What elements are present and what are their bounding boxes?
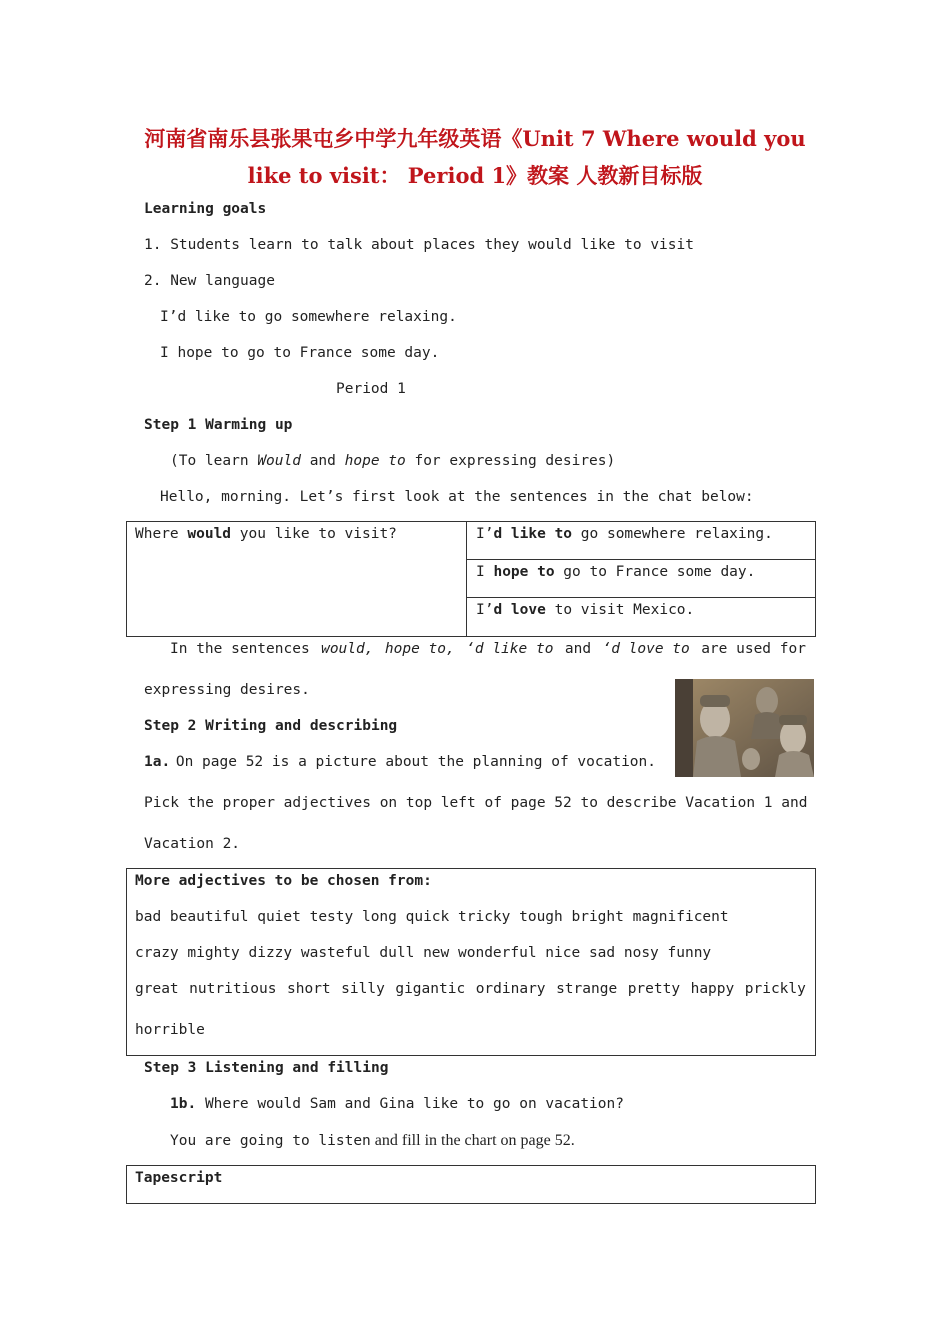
document-title-line1: 河南省南乐县张果屯乡中学九年级英语《Unit 7 Where would you bbox=[144, 126, 806, 151]
adjectives-row-3 bbox=[135, 981, 806, 997]
step3-question: 1b. Where would Sam and Gina like to go on vacation? bbox=[170, 1096, 624, 1112]
adjectives-row-2: crazy mighty dizzy wasteful dull new wonderful nice sad nosy funny bbox=[135, 945, 712, 961]
terracotta-warriors-image bbox=[675, 679, 814, 777]
adjective-word: gigantic bbox=[395, 981, 466, 997]
chat-row-divider-1 bbox=[466, 559, 816, 560]
adjective-word: great bbox=[135, 981, 179, 997]
adjective-word: strange bbox=[556, 981, 618, 997]
document-title-line2: like to visit： Period 1》教案 人教新目标版 bbox=[247, 163, 703, 188]
step1-intro: Hello, morning. Let’s first look at the sentences in the chat below: bbox=[160, 489, 754, 505]
adjective-word: nutritious bbox=[189, 981, 277, 997]
goal-item-1: 1. Students learn to talk about places they would like to visit bbox=[144, 237, 694, 253]
tapescript-label: Tapescript bbox=[135, 1170, 223, 1186]
adjective-word: pretty bbox=[627, 981, 681, 997]
adjectives-box bbox=[126, 868, 816, 1056]
step2-line-1: 1a. On page 52 is a picture about the planning of vocation. bbox=[144, 754, 656, 770]
tapescript-box bbox=[126, 1165, 816, 1204]
chat-row-divider-2 bbox=[466, 597, 816, 598]
adjective-word: ordinary bbox=[475, 981, 546, 997]
goal-item-2: 2. New language bbox=[144, 273, 275, 289]
language-example-1: I’d like to go somewhere relaxing. bbox=[160, 309, 457, 325]
step3-label: 1b. bbox=[170, 1096, 197, 1112]
adjectives-heading: More adjectives to be chosen from: bbox=[135, 873, 432, 889]
step2-line-2: Pick the proper adjectives on top left of page 52 to describe Vacation 1 and bbox=[144, 795, 808, 811]
adjectives-row-4: horrible bbox=[135, 1022, 205, 1038]
step2-heading: Step 2 Writing and describing bbox=[144, 718, 398, 734]
step2-line-3: Vacation 2. bbox=[144, 836, 241, 852]
chat-answer-2: I hope to go to France some day. bbox=[476, 564, 756, 580]
step1-heading: Step 1 Warming up bbox=[144, 417, 293, 433]
adjective-word: happy bbox=[690, 981, 735, 997]
adjectives-row-1: bad beautiful quiet testy long quick tricky tough bright magnificent bbox=[135, 909, 729, 925]
explanation-line-2: expressing desires. bbox=[144, 682, 310, 698]
step3-listen-instruction: You are going to listen and fill in the chart on page 52. bbox=[170, 1132, 575, 1149]
adjective-word: short bbox=[287, 981, 331, 997]
explanation-line-1: In the sentences would, hope to, ‘d like to and ‘d love to are used for bbox=[170, 641, 806, 657]
adjective-word: prickly bbox=[744, 981, 806, 997]
period-heading: Period 1 bbox=[336, 381, 406, 397]
chat-question: Where would you like to visit? bbox=[135, 526, 397, 542]
learning-goals-heading: Learning goals bbox=[144, 201, 267, 217]
step3-heading: Step 3 Listening and filling bbox=[144, 1060, 389, 1076]
step2-label: 1a. bbox=[144, 754, 171, 770]
adjective-word: silly bbox=[341, 981, 385, 997]
chat-answer-1: I’d like to go somewhere relaxing. bbox=[476, 526, 773, 542]
step1-note: (To learn Would and hope to for expressing desires) bbox=[170, 453, 616, 469]
chat-table-divider bbox=[466, 521, 467, 637]
chat-answer-3: I’d love to visit Mexico. bbox=[476, 602, 695, 618]
language-example-2: I hope to go to France some day. bbox=[160, 345, 440, 361]
